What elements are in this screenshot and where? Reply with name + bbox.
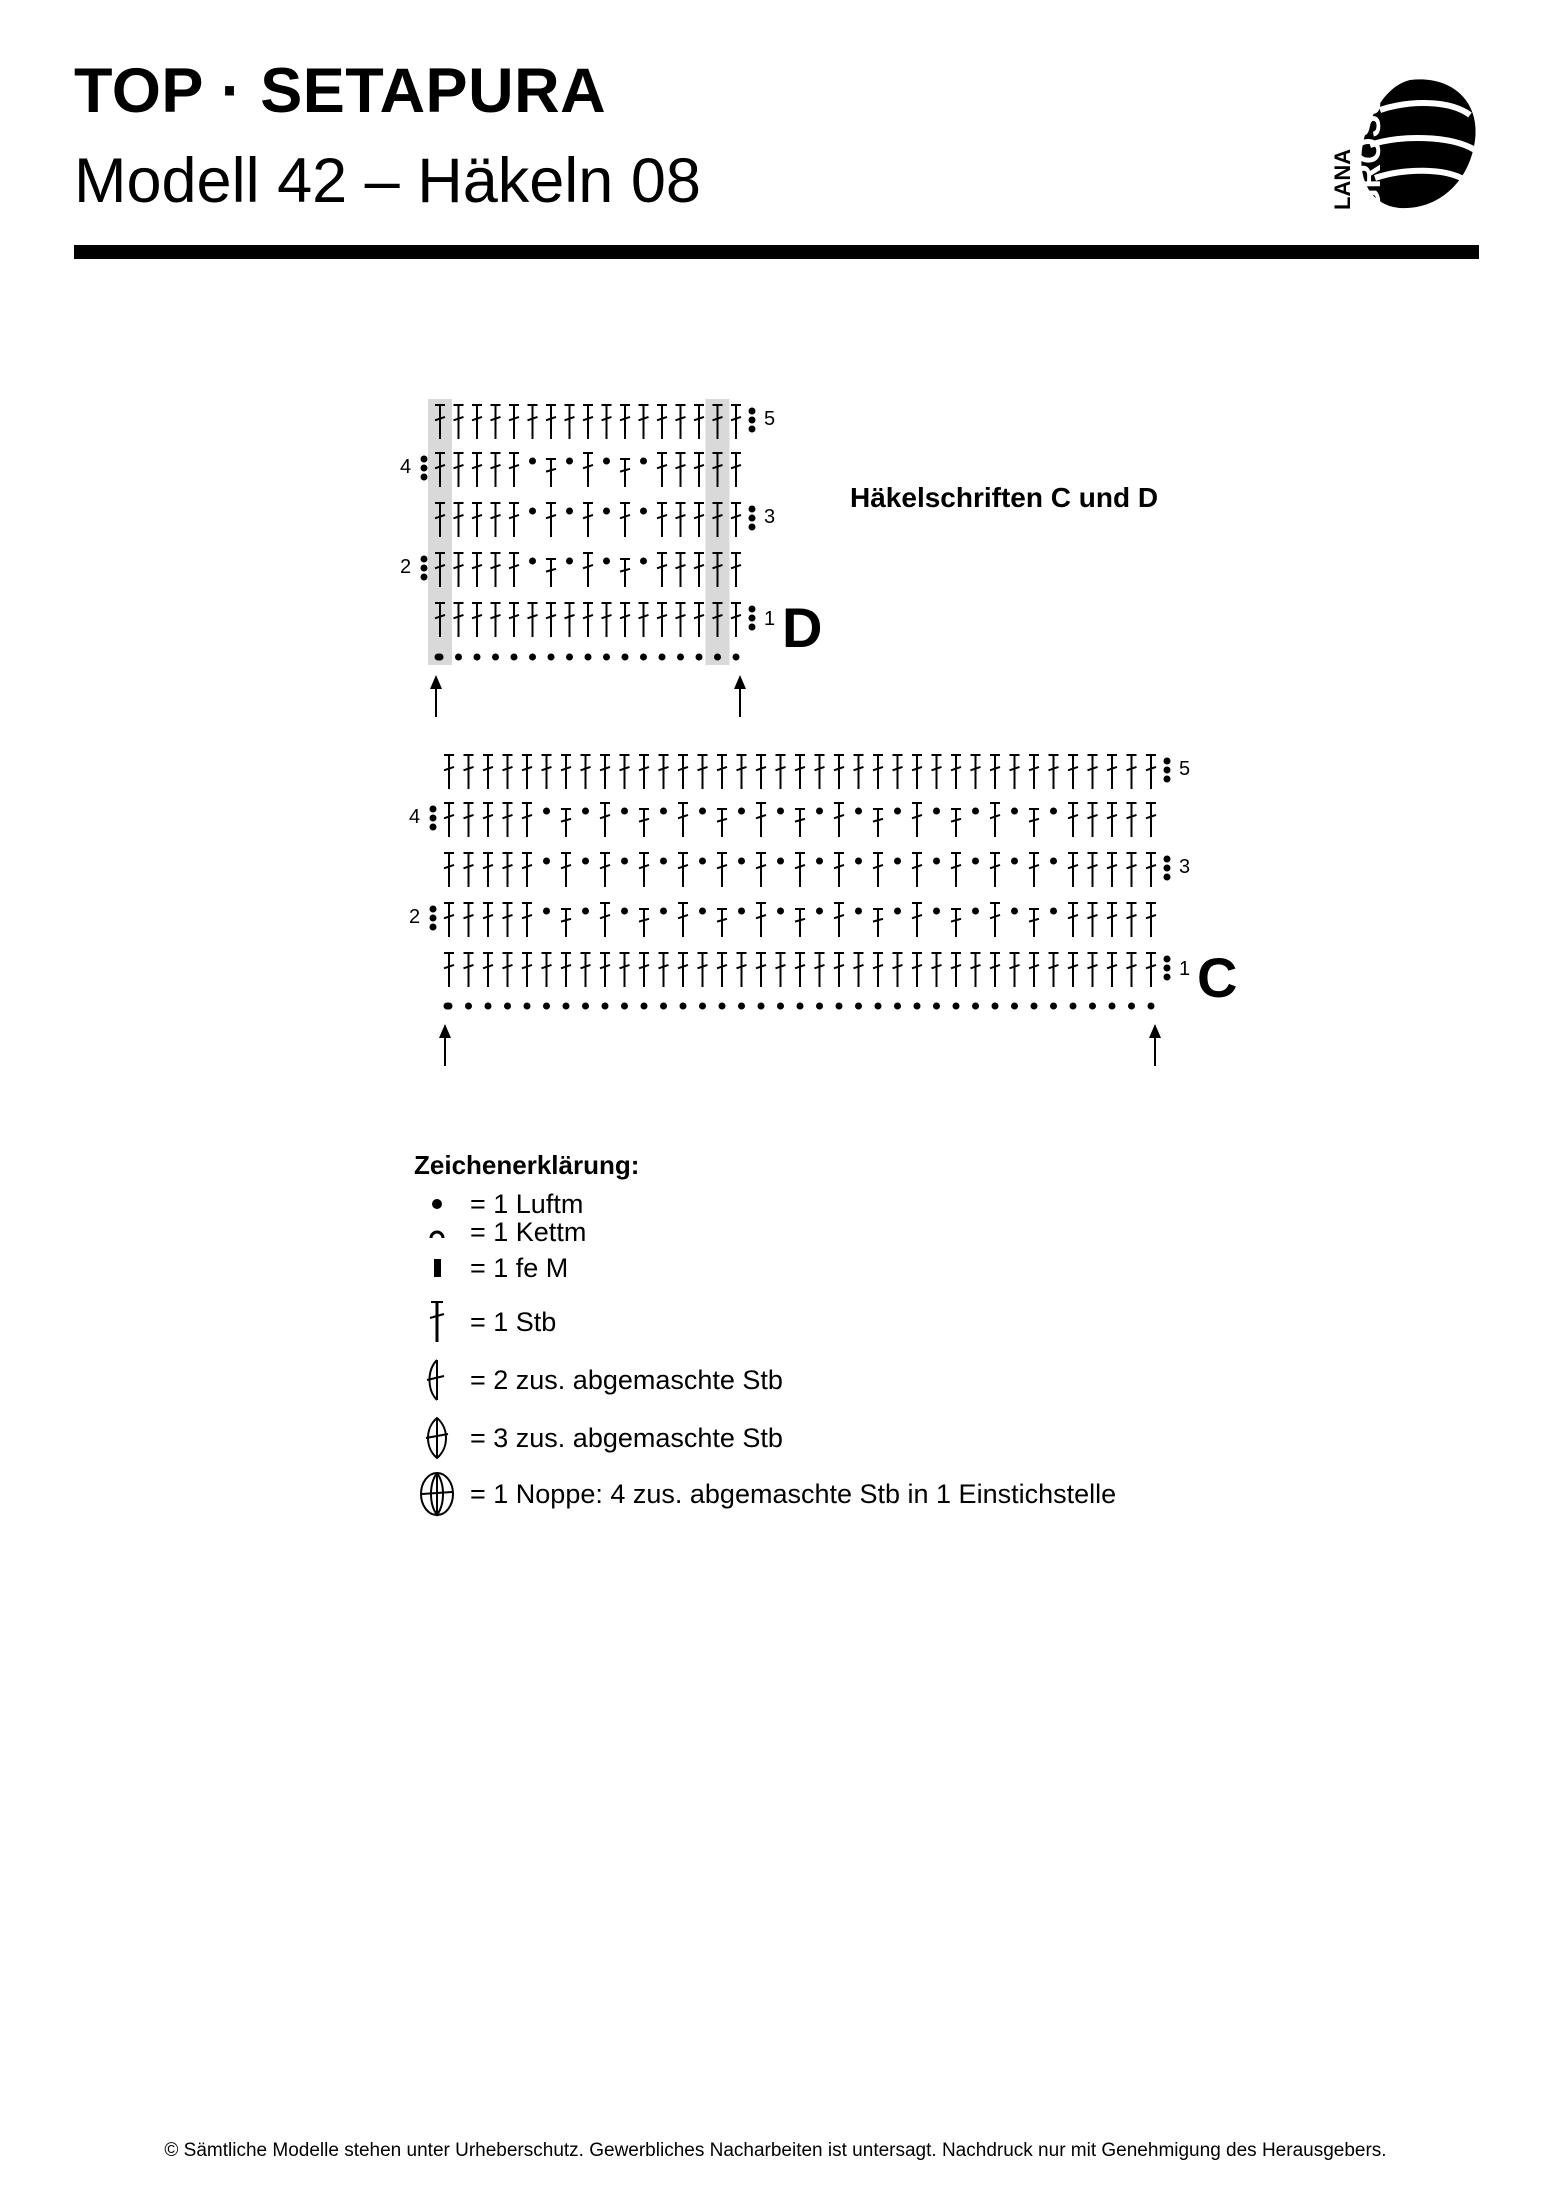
chart-label: C — [1197, 946, 1238, 1009]
chain-mark — [465, 1003, 472, 1010]
chain-mark — [894, 908, 901, 915]
chain-mark — [543, 1003, 550, 1010]
row-number: 5 — [764, 408, 776, 430]
chain-mark — [933, 858, 940, 865]
chain-mark — [1109, 1003, 1116, 1010]
double-crochet-bar — [873, 819, 883, 822]
start-arrow-head — [1149, 1024, 1161, 1038]
row-number: 4 — [409, 806, 421, 828]
start-arrow-head — [734, 675, 746, 689]
chain-mark — [582, 1003, 589, 1010]
chain-mark — [677, 654, 684, 661]
chain-mark — [953, 1003, 960, 1010]
bobble-icon — [414, 1471, 460, 1517]
chain-mark — [621, 808, 628, 815]
chain-mark — [714, 654, 721, 661]
legend-item-bobble: = 1 Noppe: 4 zus. abgemaschte Stb in 1 Einstichstelle — [414, 1476, 1116, 1512]
chain-mark — [622, 654, 629, 661]
chain-mark — [524, 1003, 531, 1010]
logo-text-lana: LANA — [1330, 148, 1355, 210]
chain-mark — [543, 808, 550, 815]
chain-mark — [1011, 808, 1018, 815]
chain-mark — [563, 1003, 570, 1010]
double-crochet-bar — [639, 919, 649, 922]
chain-mark — [1164, 874, 1171, 881]
chain-mark — [660, 908, 667, 915]
chain-mark — [749, 515, 756, 522]
chain-mark — [660, 858, 667, 865]
chain-mark — [603, 458, 610, 465]
chain-mark — [543, 858, 550, 865]
chain-mark — [430, 815, 437, 822]
page-title: TOP · SETAPURA — [74, 56, 607, 126]
chart-c — [409, 755, 1237, 1066]
chain-mark — [992, 1003, 999, 1010]
chain-mark — [430, 915, 437, 922]
chain-mark — [1011, 908, 1018, 915]
chain-mark — [1031, 1003, 1038, 1010]
chain-mark — [529, 558, 536, 565]
chain-mark — [455, 654, 462, 661]
chain-mark — [749, 606, 756, 613]
chain-mark — [816, 1003, 823, 1010]
chain-mark — [894, 1003, 901, 1010]
chain-mark — [836, 1003, 843, 1010]
chain-mark — [582, 808, 589, 815]
chain-mark — [855, 908, 862, 915]
chain-mark — [875, 1003, 882, 1010]
chain-mark — [566, 654, 573, 661]
double-crochet-bar — [951, 919, 961, 922]
chain-mark — [855, 1003, 862, 1010]
chain-mark — [816, 908, 823, 915]
chain-mark — [511, 654, 518, 661]
logo-text-grossa: GROSSA — [1350, 67, 1388, 215]
chain-mark — [699, 1003, 706, 1010]
chain-mark — [1164, 956, 1171, 963]
chain-mark — [1089, 1003, 1096, 1010]
start-arrow-head — [430, 675, 442, 689]
row-number: 3 — [764, 506, 776, 528]
chain-mark — [485, 1003, 492, 1010]
double-crochet-bar — [717, 919, 727, 922]
chain-mark — [1050, 908, 1057, 915]
chain-mark — [749, 506, 756, 513]
chain-mark — [972, 808, 979, 815]
three-dc-together-icon — [414, 1415, 460, 1461]
chain-mark — [738, 1003, 745, 1010]
chain-mark — [972, 908, 979, 915]
legend-item-double-crochet: = 1 Stb — [414, 1304, 556, 1340]
chain-mark — [603, 654, 610, 661]
double-crochet-bar — [717, 819, 727, 822]
double-crochet-bar — [873, 919, 883, 922]
chain-mark — [696, 654, 703, 661]
chain-mark — [1164, 865, 1171, 872]
chain-mark — [1164, 965, 1171, 972]
chain-mark — [1050, 1003, 1057, 1010]
row-number: 5 — [1179, 758, 1191, 780]
chain-mark — [585, 654, 592, 661]
chain-mark — [797, 1003, 804, 1010]
chain-mark — [749, 417, 756, 424]
row-number: 4 — [400, 456, 412, 478]
chain-mark — [749, 408, 756, 415]
double-crochet-bar — [561, 919, 571, 922]
chain-mark — [430, 806, 437, 813]
chain-mark — [1164, 974, 1171, 981]
chain-mark — [816, 808, 823, 815]
chain-mark — [603, 558, 610, 565]
chain-mark — [749, 615, 756, 622]
row-number: 2 — [400, 556, 412, 578]
legend-item-two-dc-together: = 2 zus. abgemaschte Stb — [414, 1362, 783, 1398]
chain-mark — [933, 1003, 940, 1010]
double-crochet-bar — [1029, 819, 1039, 822]
double-crochet-bar — [795, 819, 805, 822]
chain-mark — [602, 1003, 609, 1010]
chart-d — [400, 399, 822, 717]
chain-mark — [699, 808, 706, 815]
chain-mark — [933, 908, 940, 915]
chain-mark — [548, 654, 555, 661]
chain-mark — [543, 908, 550, 915]
chain-mark — [1148, 1003, 1155, 1010]
chain-mark — [421, 465, 428, 472]
chain-mark — [640, 654, 647, 661]
chain-mark — [640, 508, 647, 515]
start-arrow-head — [439, 1024, 451, 1038]
chain-mark — [444, 1003, 451, 1010]
chain-mark — [435, 654, 442, 661]
chain-mark — [430, 824, 437, 831]
chain-mark — [894, 858, 901, 865]
row-number: 2 — [409, 906, 421, 928]
chain-mark — [777, 908, 784, 915]
chain-mark — [894, 808, 901, 815]
double-crochet-bar — [795, 919, 805, 922]
chain-mark — [641, 1003, 648, 1010]
chain-mark — [566, 558, 573, 565]
chain-mark — [933, 808, 940, 815]
chain-mark — [492, 654, 499, 661]
page-subtitle: Modell 42 – Häkeln 08 — [74, 146, 701, 216]
chain-mark — [1164, 767, 1171, 774]
chain-mark — [738, 858, 745, 865]
chain-mark — [566, 508, 573, 515]
chain-mark — [1070, 1003, 1077, 1010]
chain-mark — [621, 858, 628, 865]
chain-mark — [777, 1003, 784, 1010]
chain-mark — [566, 458, 573, 465]
chain-mark — [1011, 1003, 1018, 1010]
legend-item-chain: = 1 Luftm — [414, 1186, 583, 1222]
chain-mark — [421, 556, 428, 563]
chain-mark — [733, 654, 740, 661]
chain-mark — [582, 858, 589, 865]
double-crochet-bar — [639, 819, 649, 822]
chain-mark — [738, 908, 745, 915]
chain-mark — [621, 908, 628, 915]
chain-mark — [430, 906, 437, 913]
chain-mark — [855, 808, 862, 815]
chain-mark — [749, 624, 756, 631]
legend-item-single-crochet: = 1 fe M — [414, 1250, 568, 1286]
chain-mark — [529, 458, 536, 465]
chain-mark — [421, 574, 428, 581]
legend-title: Zeichenerklärung: — [414, 1150, 640, 1180]
chain-mark — [421, 474, 428, 481]
chain-mark — [603, 508, 610, 515]
chain-mark — [972, 858, 979, 865]
chain-mark — [421, 565, 428, 572]
chain-mark — [749, 426, 756, 433]
row-number: 3 — [1179, 856, 1191, 878]
chain-mark — [749, 524, 756, 531]
chain-mark — [529, 508, 536, 515]
two-dc-together-icon — [414, 1357, 460, 1403]
chain-mark — [660, 808, 667, 815]
chain-mark — [421, 456, 428, 463]
chain-mark — [699, 908, 706, 915]
chain-mark — [680, 1003, 687, 1010]
chain-mark — [474, 654, 481, 661]
chain-mark — [659, 654, 666, 661]
chain-mark — [738, 808, 745, 815]
chain-mark — [855, 858, 862, 865]
chain-mark — [1128, 1003, 1135, 1010]
chain-mark — [1011, 858, 1018, 865]
row-number: 1 — [764, 608, 776, 630]
chain-mark — [640, 458, 647, 465]
chain-mark — [719, 1003, 726, 1010]
copyright-footer: © Sämtliche Modelle stehen unter Urheberschutz. Gewerbliches Nacharbeiten ist untersagt. Nachdruck nur mit Genehmigung des Herausgebers. — [164, 2140, 1387, 2161]
chain-mark — [582, 908, 589, 915]
chain-mark — [504, 1003, 511, 1010]
chain-mark — [1164, 758, 1171, 765]
chain-mark — [972, 1003, 979, 1010]
chain-mark — [777, 858, 784, 865]
charts-heading: Häkelschriften C und D — [850, 482, 1159, 513]
single-crochet-icon — [414, 1245, 460, 1291]
chain-mark — [430, 924, 437, 931]
double-crochet-bar — [620, 569, 630, 572]
chain-mark — [699, 858, 706, 865]
chain-mark — [621, 1003, 628, 1010]
chain-mark — [816, 858, 823, 865]
chain-mark — [758, 1003, 765, 1010]
double-crochet-bar — [546, 469, 556, 472]
legend-item-three-dc-together: = 3 zus. abgemaschte Stb — [414, 1420, 783, 1456]
double-crochet-bar — [1029, 919, 1039, 922]
double-crochet-bar — [561, 819, 571, 822]
chain-mark — [1050, 858, 1057, 865]
double-crochet-bar — [620, 469, 630, 472]
chain-mark — [777, 808, 784, 815]
row-number: 1 — [1179, 958, 1191, 980]
chain-mark — [1164, 856, 1171, 863]
chain-mark — [1050, 808, 1057, 815]
legend-item-slip-stitch: = 1 Kettm — [414, 1214, 586, 1250]
double-crochet-bar — [951, 819, 961, 822]
chain-mark — [914, 1003, 921, 1010]
chain-mark — [640, 558, 647, 565]
double-crochet-bar — [546, 569, 556, 572]
chart-label: D — [782, 596, 823, 659]
chain-mark — [660, 1003, 667, 1010]
chain-mark — [529, 654, 536, 661]
chain-mark — [1164, 776, 1171, 783]
double-crochet-icon — [414, 1299, 460, 1345]
